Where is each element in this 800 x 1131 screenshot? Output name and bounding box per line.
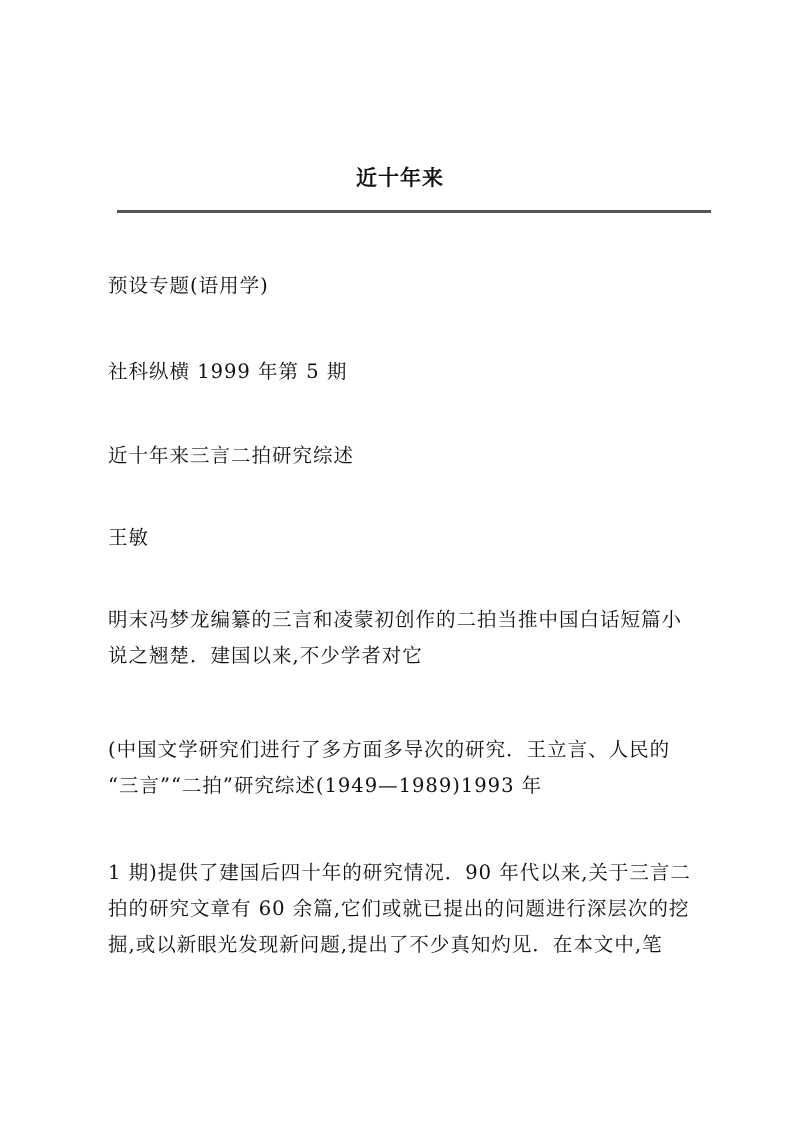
body-paragraph <box>108 855 708 963</box>
text-line: 掘,或以新眼光发现新问题,提出了不少真知灼见．在本文中,笔 <box>108 933 663 956</box>
text-line: (中国文学研究们进行了多方面多导次的研究．王立言、人民的 <box>108 738 671 761</box>
body-paragraph <box>108 732 708 804</box>
topic-paragraph <box>108 268 708 304</box>
text-line: 明末冯梦龙编纂的三言和凌蒙初创作的二拍当推中国白话短篇小 <box>108 608 683 631</box>
text-line: 预设专题(语用学) <box>108 274 269 297</box>
author-paragraph <box>108 520 708 556</box>
text-line: “三言”“二拍”研究综述(1949—1989)1993 年 <box>108 774 543 797</box>
text-line: 说之翘楚．建国以来,不少学者对它 <box>108 644 423 667</box>
body-paragraph <box>108 602 708 674</box>
text-line: 1 期)提供了建国后四十年的研究情况．90 年代以来,关于三言二 <box>108 861 691 884</box>
article-title-paragraph <box>108 438 708 474</box>
source-paragraph <box>108 354 708 390</box>
text-line: 近十年来三言二拍研究综述 <box>108 444 355 467</box>
title-divider <box>117 210 711 213</box>
page-title: 近十年来 <box>356 165 444 190</box>
text-line: 社科纵横 1999 年第 5 期 <box>108 360 348 383</box>
text-line: 拍的研究文章有 60 余篇,它们或就已提出的问题进行深层次的挖 <box>108 897 690 920</box>
text-line: 王敏 <box>108 526 150 549</box>
